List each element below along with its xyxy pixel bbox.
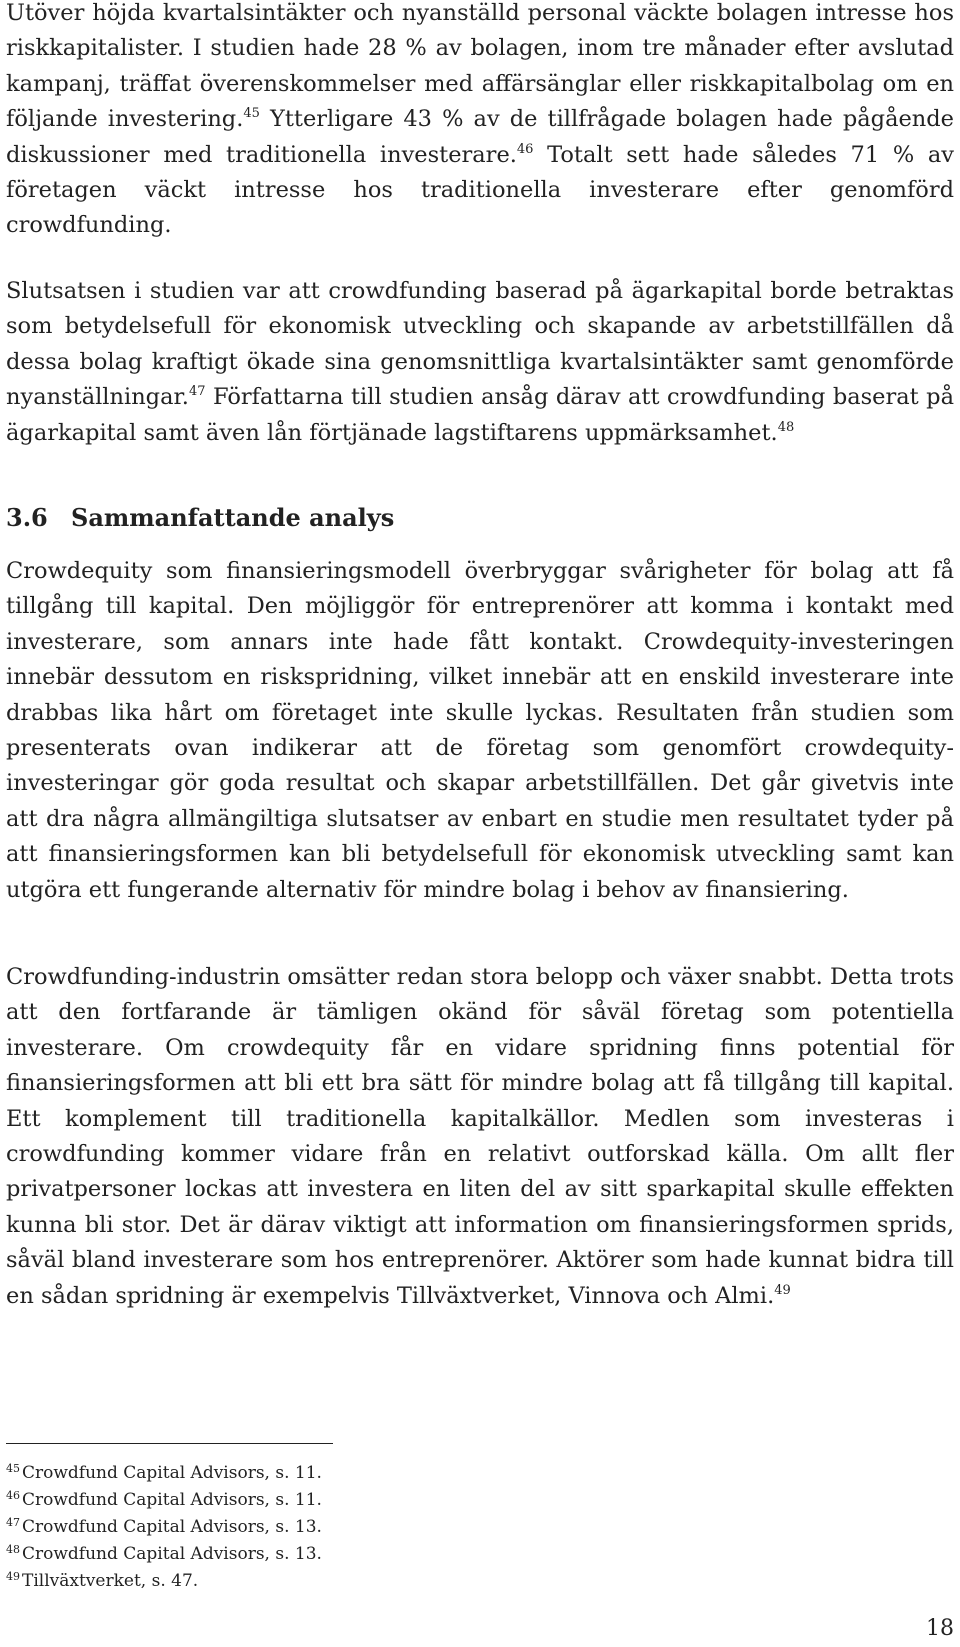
footnote-text: Crowdfund Capital Advisors, s. 13. — [22, 1544, 322, 1564]
footnotes — [6, 1460, 322, 1595]
section-number: 3.6 — [6, 503, 48, 532]
footnote-text: Crowdfund Capital Advisors, s. 11. — [22, 1490, 322, 1510]
footnote-text: Tillväxtverket, s. 47. — [22, 1571, 199, 1591]
footnote-text: Crowdfund Capital Advisors, s. 11. — [22, 1463, 322, 1483]
footnote-number: 45 — [6, 1462, 20, 1475]
footnote — [6, 1487, 322, 1514]
footnote-number: 48 — [6, 1543, 20, 1556]
footnote-number: 46 — [6, 1489, 20, 1502]
footnote — [6, 1568, 322, 1595]
paragraph-text: Crowdequity som finansieringsmodell överbryggar svårigheter för bolag att få tillgång till kapital. Den möjliggör för entreprenörer att komma i kontakt med investerare, som annars inte hade fått kontakt. Crowdequity-investeringen innebär dessutom en riskspridning, vilket innebär att en enskild investerare inte drabbas lika hårt om företaget inte skulle lyckas. Resultaten från studien som presenterats ovan indikerar att de företag som genomfört crowdequity-investeringar gör goda resultat och skapar arbetstillfällen. Det går givetvis inte att dra några allmängiltiga slutsatser av enbart en studie men resultatet tyder på att finansieringsformen kan bli betydelsefull för ekonomisk utveckling samt kan utgöra ett fungerande alternativ för mindre bolag i behov av finansiering. — [6, 558, 954, 903]
footnote-number: 49 — [6, 1570, 20, 1583]
paragraph-summary — [6, 554, 954, 908]
paragraph-text: Slutsatsen i studien var att crowdfunding baserad på ägarkapital borde betraktas som betydelsefull för ekonomisk utveckling och skapande av arbetstillfällen då dessa bolag kraftigt ökade sina genomsnittliga kvartalsintäkter samt genomförde nyanställningar. — [6, 278, 954, 411]
paragraph-text: Totalt sett hade således 71 % av företagen väckt intresse hos traditionella investerare efter genomförd crowdfunding. — [6, 141, 954, 239]
footnote-text: Crowdfund Capital Advisors, s. 13. — [22, 1517, 322, 1537]
paragraph-vc-interest — [6, 0, 954, 244]
paragraph-text: Författarna till studien ansåg därav att crowdfunding baserat på ägarkapital samt även lån förtjänade lagstiftarens uppmärksamhet. — [6, 384, 954, 446]
footnote-ref[interactable]: 49 — [774, 1282, 791, 1298]
paragraph-industry — [6, 960, 954, 1314]
footnote-number: 47 — [6, 1516, 20, 1529]
footnote — [6, 1460, 322, 1487]
footnote-divider — [6, 1443, 333, 1444]
section-heading — [6, 500, 394, 536]
footnote — [6, 1541, 322, 1568]
section-title: Sammanfattande analys — [71, 503, 395, 532]
paragraph-text: Ytterligare 43 % av de tillfrågade bolagen hade pågående diskussioner med traditionella investerare. — [6, 106, 955, 168]
paragraph-study-conclusion — [6, 274, 954, 451]
paragraph-text: Crowdfunding-industrin omsätter redan stora belopp och växer snabbt. Detta trots att den fortfarande är tämligen okänd för såväl företag som potentiella investerare. Om crowdequity får en vidare spridning finns potential för finansieringsformen att bli ett bra sätt för mindre bolag att få tillgång till kapital. Ett komplement till traditionella kapitalkällor. Medlen som investeras i crowdfunding kommer vidare från en relativt outforskad källa. Om allt fler privatpersoner lockas att investera en liten del av sitt sparkapital skulle effekten kunna bli stor. Det är därav viktigt att information om finansieringsformen sprids, såväl bland investerare som hos entreprenörer. Aktörer som hade kunnat bidra till en sådan spridning är exempelvis Tillväxtverket, Vinnova och Almi. — [6, 964, 954, 1309]
footnote — [6, 1514, 322, 1541]
footnote-ref[interactable]: 45 — [243, 106, 260, 122]
footnote-ref[interactable]: 47 — [188, 384, 206, 400]
page-number: 18 — [926, 1616, 954, 1641]
footnote-ref[interactable]: 48 — [777, 419, 795, 435]
paragraph-text: Utöver höjda kvartalsintäkter och nyanställd personal väckte bolagen intresse hos riskkapitalister. I studien hade 28 % av bolagen, inom tre månader efter avslutad kampanj, träffat överenskommelser med affärsänglar eller riskkapitalbolag om en följande investering. — [6, 0, 954, 133]
footnote-ref[interactable]: 46 — [516, 141, 534, 157]
